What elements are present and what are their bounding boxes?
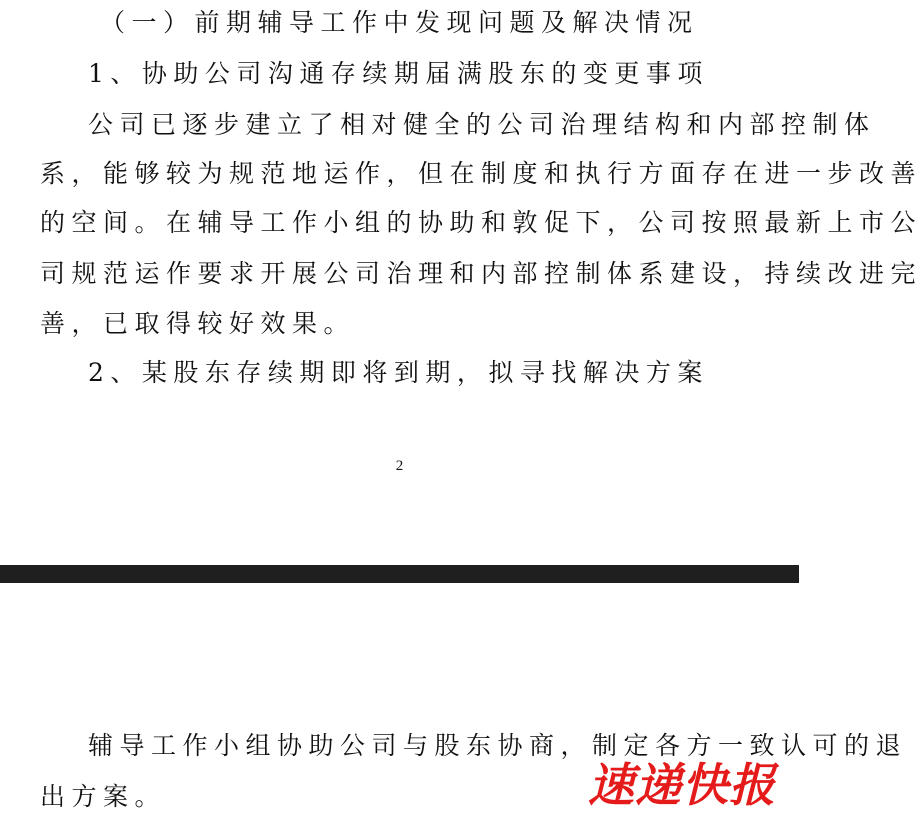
paragraph-line: 善，已取得较好效果。	[40, 309, 356, 338]
paragraph-line: 的空间。在辅导工作小组的协助和敦促下，公司按照最新上市公	[40, 208, 922, 237]
section-heading: （一）前期辅导工作中发现问题及解决情况	[100, 8, 699, 37]
page-number: 2	[395, 458, 404, 474]
paragraph-line: 系，能够较为规范地运作，但在制度和执行方面存在进一步改善	[40, 159, 922, 188]
paragraph-line: 辅导工作小组协助公司与股东协商，制定各方一致认可的退	[88, 731, 908, 760]
paragraph-line: 出方案。	[40, 782, 167, 811]
paragraph-line: 公司已逐步建立了相对健全的公司治理结构和内部控制体	[88, 110, 876, 139]
watermark-logo: 速递快报	[588, 758, 776, 812]
page-separator	[0, 565, 799, 583]
paragraph-line: 司规范运作要求开展公司治理和内部控制体系建设，持续改进完	[40, 259, 922, 288]
item-2-title: 2、某股东存续期即将到期，拟寻找解决方案	[88, 358, 709, 387]
item-1-title: 1、协助公司沟通存续期届满股东的变更事项	[88, 59, 709, 88]
